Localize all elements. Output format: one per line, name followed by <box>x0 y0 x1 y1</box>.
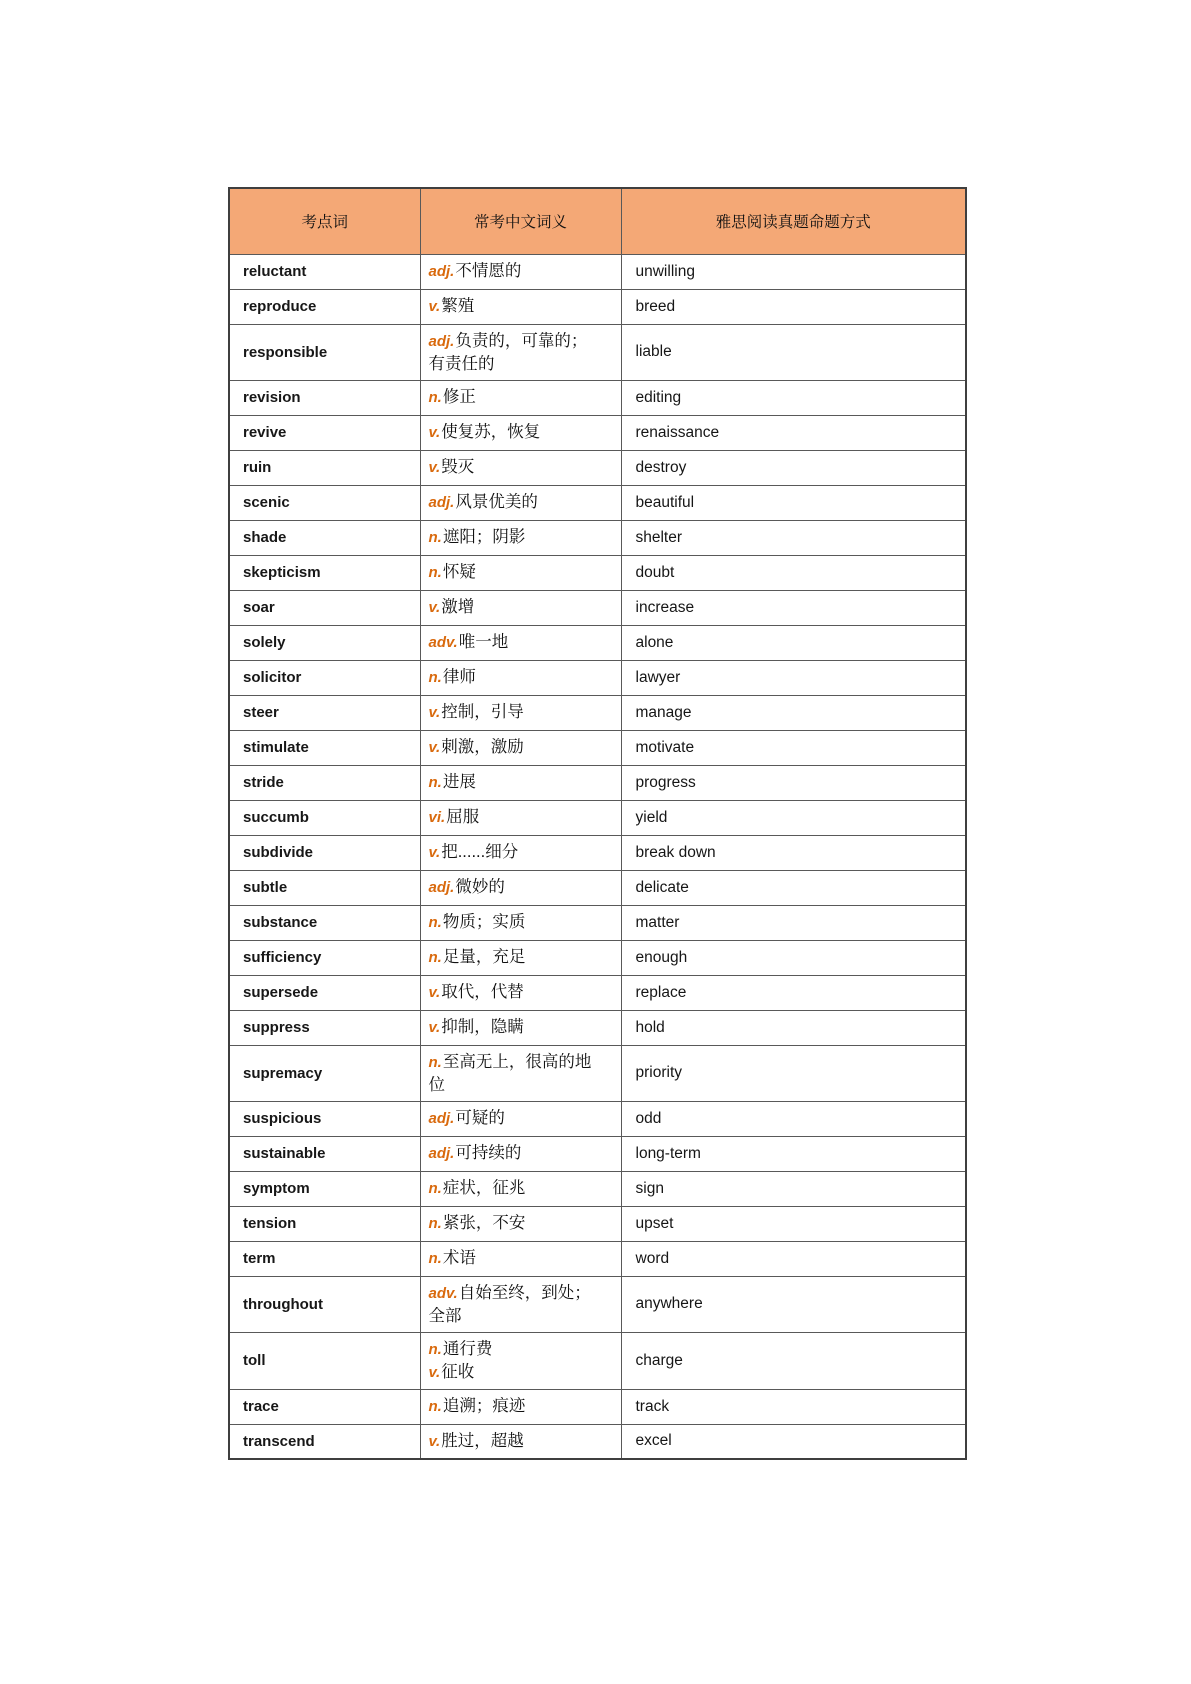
chinese-meaning: 使复苏，恢复 <box>441 423 541 441</box>
headword: responsible <box>229 324 420 380</box>
synonym: priority <box>621 1045 966 1101</box>
definition-cell <box>420 1241 621 1276</box>
headword: throughout <box>229 1276 420 1332</box>
table-row <box>229 695 966 730</box>
definition-cell <box>420 905 621 940</box>
pos-tag: n. <box>428 914 442 931</box>
synonym: excel <box>621 1424 966 1459</box>
definition-cell <box>420 1010 621 1045</box>
chinese-meaning: 紧张，不安 <box>442 1214 526 1232</box>
definition-cell <box>420 1276 621 1332</box>
chinese-meaning: 可疑的 <box>455 1109 505 1127</box>
headword: supersede <box>229 975 420 1010</box>
synonym: renaissance <box>621 415 966 450</box>
pos-tag: v. <box>428 984 441 1001</box>
table-row <box>229 1424 966 1459</box>
synonym: word <box>621 1241 966 1276</box>
synonym: motivate <box>621 730 966 765</box>
pos-tag: adj. <box>428 332 455 350</box>
definition-line <box>429 526 601 549</box>
table-row <box>229 324 966 380</box>
synonym: anywhere <box>621 1276 966 1332</box>
chinese-meaning: 负责的，可靠的；有责任的 <box>428 331 588 373</box>
table-row <box>229 940 966 975</box>
table-row <box>229 1389 966 1424</box>
headword: toll <box>229 1332 420 1389</box>
definition-line <box>429 386 601 409</box>
definition-cell <box>420 870 621 905</box>
definition-line <box>429 631 601 654</box>
pos-tag: adj. <box>428 1110 455 1127</box>
synonym: charge <box>621 1332 966 1389</box>
chinese-meaning: 至高无上，很高的地位 <box>428 1052 592 1094</box>
definition-cell <box>420 975 621 1010</box>
definition-line <box>429 330 601 375</box>
pos-tag: n. <box>428 564 442 581</box>
headword: shade <box>229 520 420 555</box>
definition-line <box>429 1282 601 1327</box>
headword: reproduce <box>229 289 420 324</box>
definition-line <box>429 1395 601 1418</box>
definition-line <box>429 421 601 444</box>
definition-cell <box>420 1389 621 1424</box>
headword: transcend <box>229 1424 420 1459</box>
vocab-table-body <box>229 254 966 1459</box>
pos-tag: v. <box>428 844 441 861</box>
pos-tag: n. <box>428 774 442 791</box>
chinese-meaning: 屈服 <box>446 808 480 826</box>
definition-cell <box>420 800 621 835</box>
definition-line <box>429 911 601 934</box>
table-row <box>229 660 966 695</box>
definition-cell <box>420 520 621 555</box>
synonym: hold <box>621 1010 966 1045</box>
definition-cell <box>420 1332 621 1389</box>
table-row <box>229 870 966 905</box>
chinese-meaning: 控制，引导 <box>441 703 524 721</box>
chinese-meaning: 抑制，隐瞒 <box>441 1018 524 1036</box>
pos-tag: v. <box>428 704 441 721</box>
chinese-meaning: 律师 <box>442 668 476 686</box>
header-cell-ielts-paraphrase: 雅思阅读真题命题方式 <box>621 188 966 254</box>
definition-cell <box>420 765 621 800</box>
chinese-meaning: 取代，代替 <box>441 983 524 1001</box>
synonym: shelter <box>621 520 966 555</box>
definition-line <box>429 1142 601 1165</box>
headword: succumb <box>229 800 420 835</box>
header-cell-chinese-meaning: 常考中文词义 <box>420 188 621 254</box>
table-row <box>229 520 966 555</box>
definition-cell <box>420 380 621 415</box>
definition-cell <box>420 1171 621 1206</box>
chinese-meaning: 物质；实质 <box>442 913 526 931</box>
chinese-meaning: 唯一地 <box>458 633 509 651</box>
definition-cell <box>420 450 621 485</box>
definition-cell <box>420 730 621 765</box>
headword: subtle <box>229 870 420 905</box>
definition-line <box>429 561 601 584</box>
chinese-meaning: 把......细分 <box>441 843 519 861</box>
definition-line <box>429 806 601 829</box>
synonym: beautiful <box>621 485 966 520</box>
definition-line <box>429 841 601 864</box>
definition-line <box>429 981 601 1004</box>
chinese-meaning: 毁灭 <box>441 458 475 476</box>
definition-line <box>429 666 601 689</box>
pos-tag: adj. <box>428 263 455 280</box>
table-row <box>229 415 966 450</box>
definition-cell <box>420 660 621 695</box>
chinese-meaning: 激增 <box>441 598 475 616</box>
headword: suspicious <box>229 1101 420 1136</box>
synonym: breed <box>621 289 966 324</box>
synonym: upset <box>621 1206 966 1241</box>
synonym: sign <box>621 1171 966 1206</box>
definition-line <box>429 1177 601 1200</box>
table-row <box>229 1045 966 1101</box>
headword: symptom <box>229 1171 420 1206</box>
definition-line <box>429 946 601 969</box>
synonym: delicate <box>621 870 966 905</box>
definition-line <box>429 295 601 318</box>
pos-tag: v. <box>428 1363 441 1381</box>
header-cell-keyword: 考点词 <box>229 188 420 254</box>
chinese-meaning: 足量，充足 <box>442 948 526 966</box>
chinese-meaning: 怀疑 <box>442 563 476 581</box>
chinese-meaning: 繁殖 <box>441 297 475 315</box>
chinese-meaning: 进展 <box>442 773 476 791</box>
chinese-meaning: 通行费 <box>442 1339 493 1358</box>
pos-tag: vi. <box>428 809 446 826</box>
synonym: odd <box>621 1101 966 1136</box>
definition-cell <box>420 1101 621 1136</box>
headword: sustainable <box>229 1136 420 1171</box>
headword: subdivide <box>229 835 420 870</box>
headword: scenic <box>229 485 420 520</box>
definition-cell <box>420 695 621 730</box>
pos-tag: adj. <box>428 1145 455 1162</box>
chinese-meaning: 症状，征兆 <box>442 1179 526 1197</box>
definition-cell <box>420 1136 621 1171</box>
pos-tag: v. <box>428 298 441 315</box>
pos-tag: v. <box>428 1432 441 1450</box>
synonym: replace <box>621 975 966 1010</box>
headword: suppress <box>229 1010 420 1045</box>
pos-tag: v. <box>428 1019 441 1036</box>
definition-line <box>429 1338 601 1361</box>
chinese-meaning: 征收 <box>441 1362 475 1381</box>
pos-tag: n. <box>428 949 442 966</box>
definition-line <box>429 491 601 514</box>
definition-line <box>429 260 601 283</box>
definition-cell <box>420 1206 621 1241</box>
headword: revive <box>229 415 420 450</box>
table-row <box>229 1101 966 1136</box>
table-row <box>229 450 966 485</box>
headword: soar <box>229 590 420 625</box>
definition-cell <box>420 835 621 870</box>
chinese-meaning: 微妙的 <box>455 878 505 896</box>
chinese-meaning: 术语 <box>442 1249 476 1267</box>
table-row <box>229 730 966 765</box>
table-row <box>229 625 966 660</box>
definition-line <box>429 596 601 619</box>
synonym: matter <box>621 905 966 940</box>
headword: trace <box>229 1389 420 1424</box>
definition-cell <box>420 324 621 380</box>
definition-cell <box>420 254 621 289</box>
synonym: manage <box>621 695 966 730</box>
definition-cell <box>420 1424 621 1459</box>
pos-tag: v. <box>428 739 441 756</box>
chinese-meaning: 遮阳；阴影 <box>442 528 526 546</box>
definition-cell <box>420 485 621 520</box>
chinese-meaning: 刺激，激励 <box>441 738 524 756</box>
definition-line <box>429 771 601 794</box>
table-row <box>229 1241 966 1276</box>
definition-line <box>429 876 601 899</box>
vocab-table <box>228 187 967 1460</box>
table-row <box>229 485 966 520</box>
pos-tag: adv. <box>428 1284 458 1302</box>
headword: solicitor <box>229 660 420 695</box>
definition-cell <box>420 625 621 660</box>
pos-tag: adv. <box>428 634 458 651</box>
chinese-meaning: 追溯；痕迹 <box>442 1397 526 1415</box>
definition-line <box>429 1212 601 1235</box>
table-row <box>229 1276 966 1332</box>
table-row <box>229 380 966 415</box>
synonym: destroy <box>621 450 966 485</box>
definition-cell <box>420 590 621 625</box>
synonym: doubt <box>621 555 966 590</box>
synonym: lawyer <box>621 660 966 695</box>
headword: sufficiency <box>229 940 420 975</box>
chinese-meaning: 不情愿的 <box>455 262 522 280</box>
table-row <box>229 555 966 590</box>
synonym: break down <box>621 835 966 870</box>
pos-tag: n. <box>428 669 442 686</box>
synonym: long-term <box>621 1136 966 1171</box>
definition-cell <box>420 940 621 975</box>
pos-tag: v. <box>428 424 441 441</box>
pos-tag: v. <box>428 459 441 476</box>
definition-cell <box>420 1045 621 1101</box>
headword: steer <box>229 695 420 730</box>
headword: reluctant <box>229 254 420 289</box>
table-row <box>229 975 966 1010</box>
synonym: editing <box>621 380 966 415</box>
pos-tag: n. <box>428 529 442 546</box>
definition-cell <box>420 555 621 590</box>
pos-tag: n. <box>428 1340 442 1358</box>
table-row <box>229 1332 966 1389</box>
pos-tag: n. <box>428 1180 442 1197</box>
definition-line <box>429 1247 601 1270</box>
pos-tag: v. <box>428 599 441 616</box>
synonym: progress <box>621 765 966 800</box>
definition-line <box>429 1051 601 1096</box>
definition-cell <box>420 289 621 324</box>
table-row <box>229 1010 966 1045</box>
pos-tag: n. <box>428 389 442 406</box>
chinese-meaning: 可持续的 <box>455 1144 522 1162</box>
pos-tag: adj. <box>428 879 455 896</box>
table-row <box>229 1206 966 1241</box>
headword: stride <box>229 765 420 800</box>
headword: tension <box>229 1206 420 1241</box>
definition-line <box>429 1107 601 1130</box>
table-row <box>229 905 966 940</box>
synonym: increase <box>621 590 966 625</box>
headword: supremacy <box>229 1045 420 1101</box>
definition-cell <box>420 415 621 450</box>
chinese-meaning: 风景优美的 <box>455 493 538 511</box>
headword: solely <box>229 625 420 660</box>
table-row <box>229 1136 966 1171</box>
table-row <box>229 254 966 289</box>
table-row <box>229 835 966 870</box>
headword: substance <box>229 905 420 940</box>
table-row <box>229 289 966 324</box>
definition-line <box>429 1430 601 1453</box>
chinese-meaning: 胜过，超越 <box>441 1431 524 1450</box>
table-row <box>229 590 966 625</box>
headword: ruin <box>229 450 420 485</box>
pos-tag: n. <box>428 1215 442 1232</box>
synonym: liable <box>621 324 966 380</box>
headword: stimulate <box>229 730 420 765</box>
definition-line <box>429 456 601 479</box>
headword: term <box>229 1241 420 1276</box>
table-row <box>229 800 966 835</box>
pos-tag: adj. <box>428 494 455 511</box>
synonym: unwilling <box>621 254 966 289</box>
table-row <box>229 765 966 800</box>
pos-tag: n. <box>428 1398 442 1415</box>
pos-tag: n. <box>428 1250 442 1267</box>
header-row <box>229 188 966 254</box>
definition-line <box>429 736 601 759</box>
headword: revision <box>229 380 420 415</box>
table-row <box>229 1171 966 1206</box>
chinese-meaning: 修正 <box>442 388 476 406</box>
definition-line <box>429 1361 601 1384</box>
synonym: yield <box>621 800 966 835</box>
chinese-meaning: 自始至终，到处；全部 <box>428 1283 591 1325</box>
headword: skepticism <box>229 555 420 590</box>
synonym: enough <box>621 940 966 975</box>
pos-tag: n. <box>428 1053 442 1071</box>
synonym: track <box>621 1389 966 1424</box>
definition-line <box>429 1016 601 1039</box>
synonym: alone <box>621 625 966 660</box>
definition-line <box>429 701 601 724</box>
